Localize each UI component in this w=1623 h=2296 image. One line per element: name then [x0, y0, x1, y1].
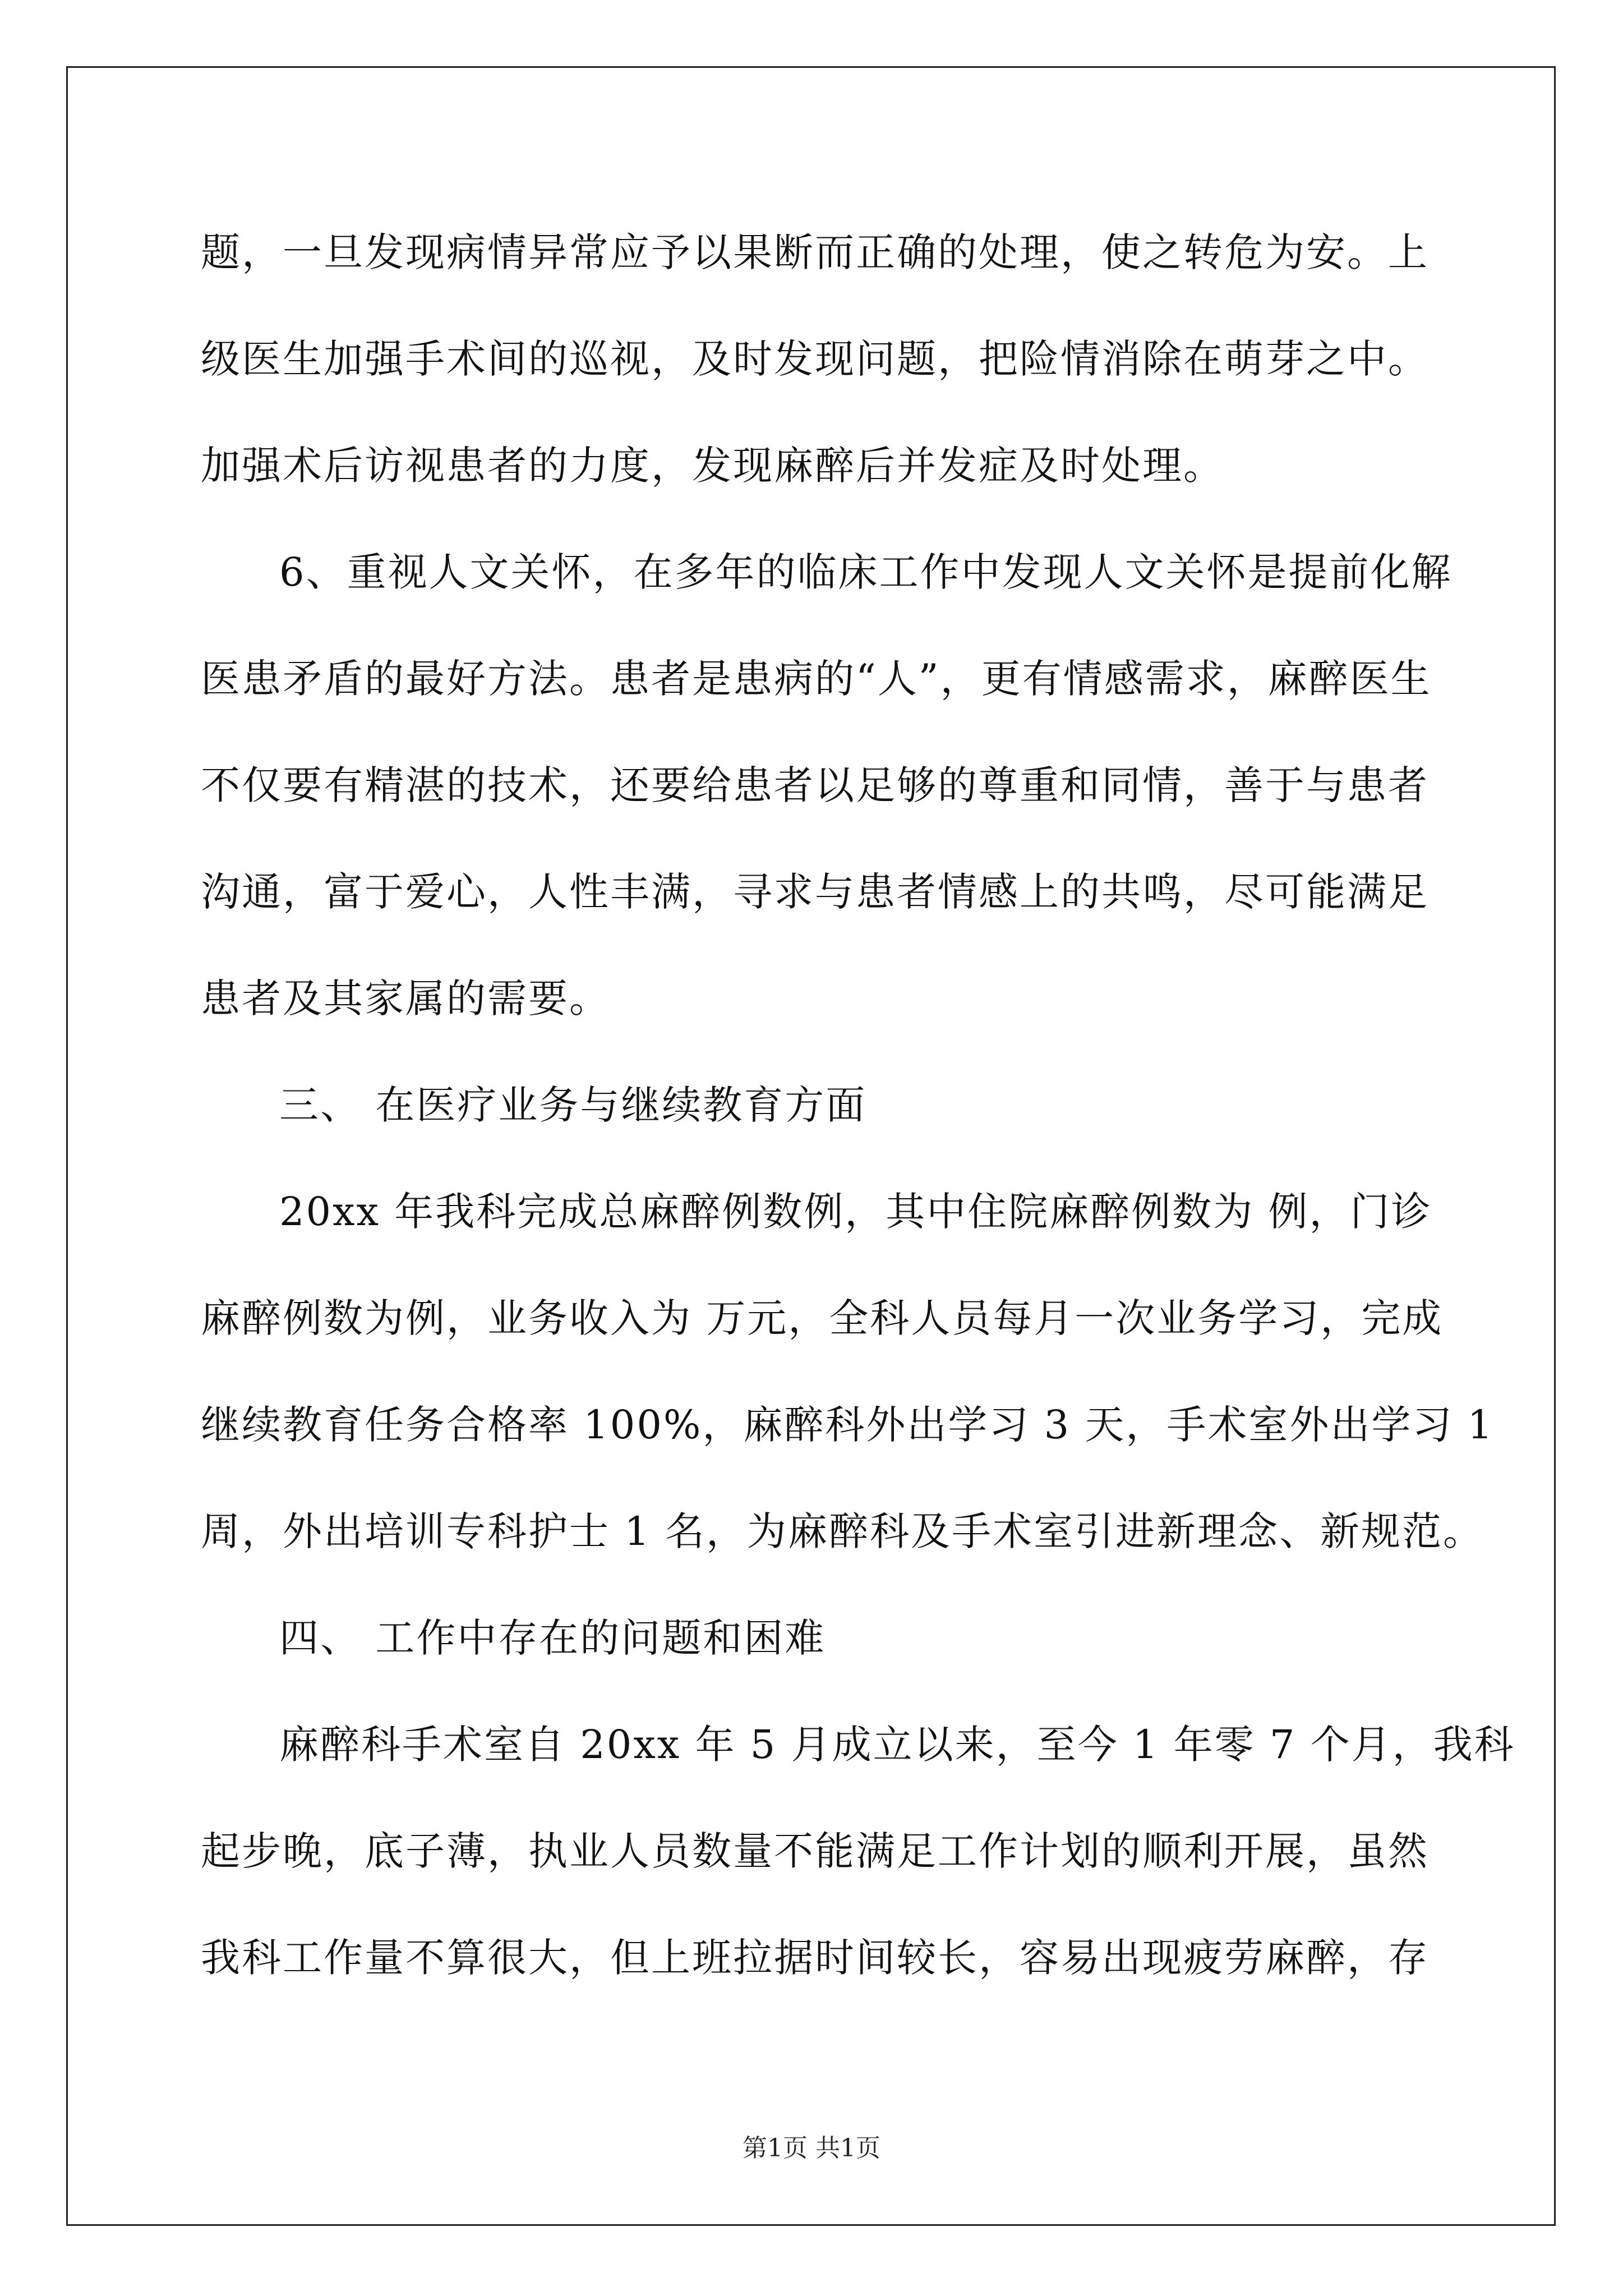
section-heading: 三、 在医疗业务与继续教育方面 [279, 1082, 867, 1128]
text-line: 20xx 年我科完成总麻醉例数例，其中住院麻醉例数为 例，门诊 [279, 1189, 1432, 1235]
page-footer: 第1页 共1页 [743, 2134, 880, 2162]
text-line: 麻醉科手术室自 20xx 年 5 月成立以来，至今 1 年零 7 个月，我科 [279, 1722, 1515, 1768]
text-line: 我科工作量不算很大，但上班拉据时间较长，容易出现疲劳麻醉，存 [201, 1935, 1429, 1981]
text-line: 麻醉例数为例，业务收入为 万元，全科人员每月一次业务学习，完成 [201, 1295, 1444, 1341]
text-line: 题，一旦发现病情异常应予以果断而正确的处理，使之转危为安。上 [201, 229, 1429, 275]
page-border [66, 66, 1556, 2226]
text-line: 级医生加强手术间的巡视，及时发现问题，把险情消除在萌芽之中。 [201, 336, 1429, 382]
text-line: 沟通，富于爱心，人性丰满，寻求与患者情感上的共鸣，尽可能满足 [201, 869, 1429, 915]
text-line: 加强术后访视患者的力度，发现麻醉后并发症及时处理。 [201, 443, 1224, 489]
text-line: 起步晚，底子薄，执业人员数量不能满足工作计划的顺利开展，虽然 [201, 1828, 1429, 1874]
text-line: 继续教育任务合格率 100%，麻醉科外出学习 3 天，手术室外出学习 1 [201, 1402, 1495, 1448]
text-line: 医患矛盾的最好方法。患者是患病的“人”，更有情感需求，麻醉医生 [201, 656, 1432, 702]
text-line: 不仅要有精湛的技术，还要给患者以足够的尊重和同情，善于与患者 [201, 762, 1429, 808]
text-line: 周，外出培训专科护士 1 名，为麻醉科及手术室引进新理念、新规范。 [201, 1508, 1484, 1554]
section-heading: 四、 工作中存在的问题和困难 [279, 1615, 826, 1661]
text-line: 6、重视人文关怀，在多年的临床工作中发现人文关怀是提前化解 [279, 549, 1453, 595]
text-line: 患者及其家属的需要。 [201, 976, 610, 1022]
